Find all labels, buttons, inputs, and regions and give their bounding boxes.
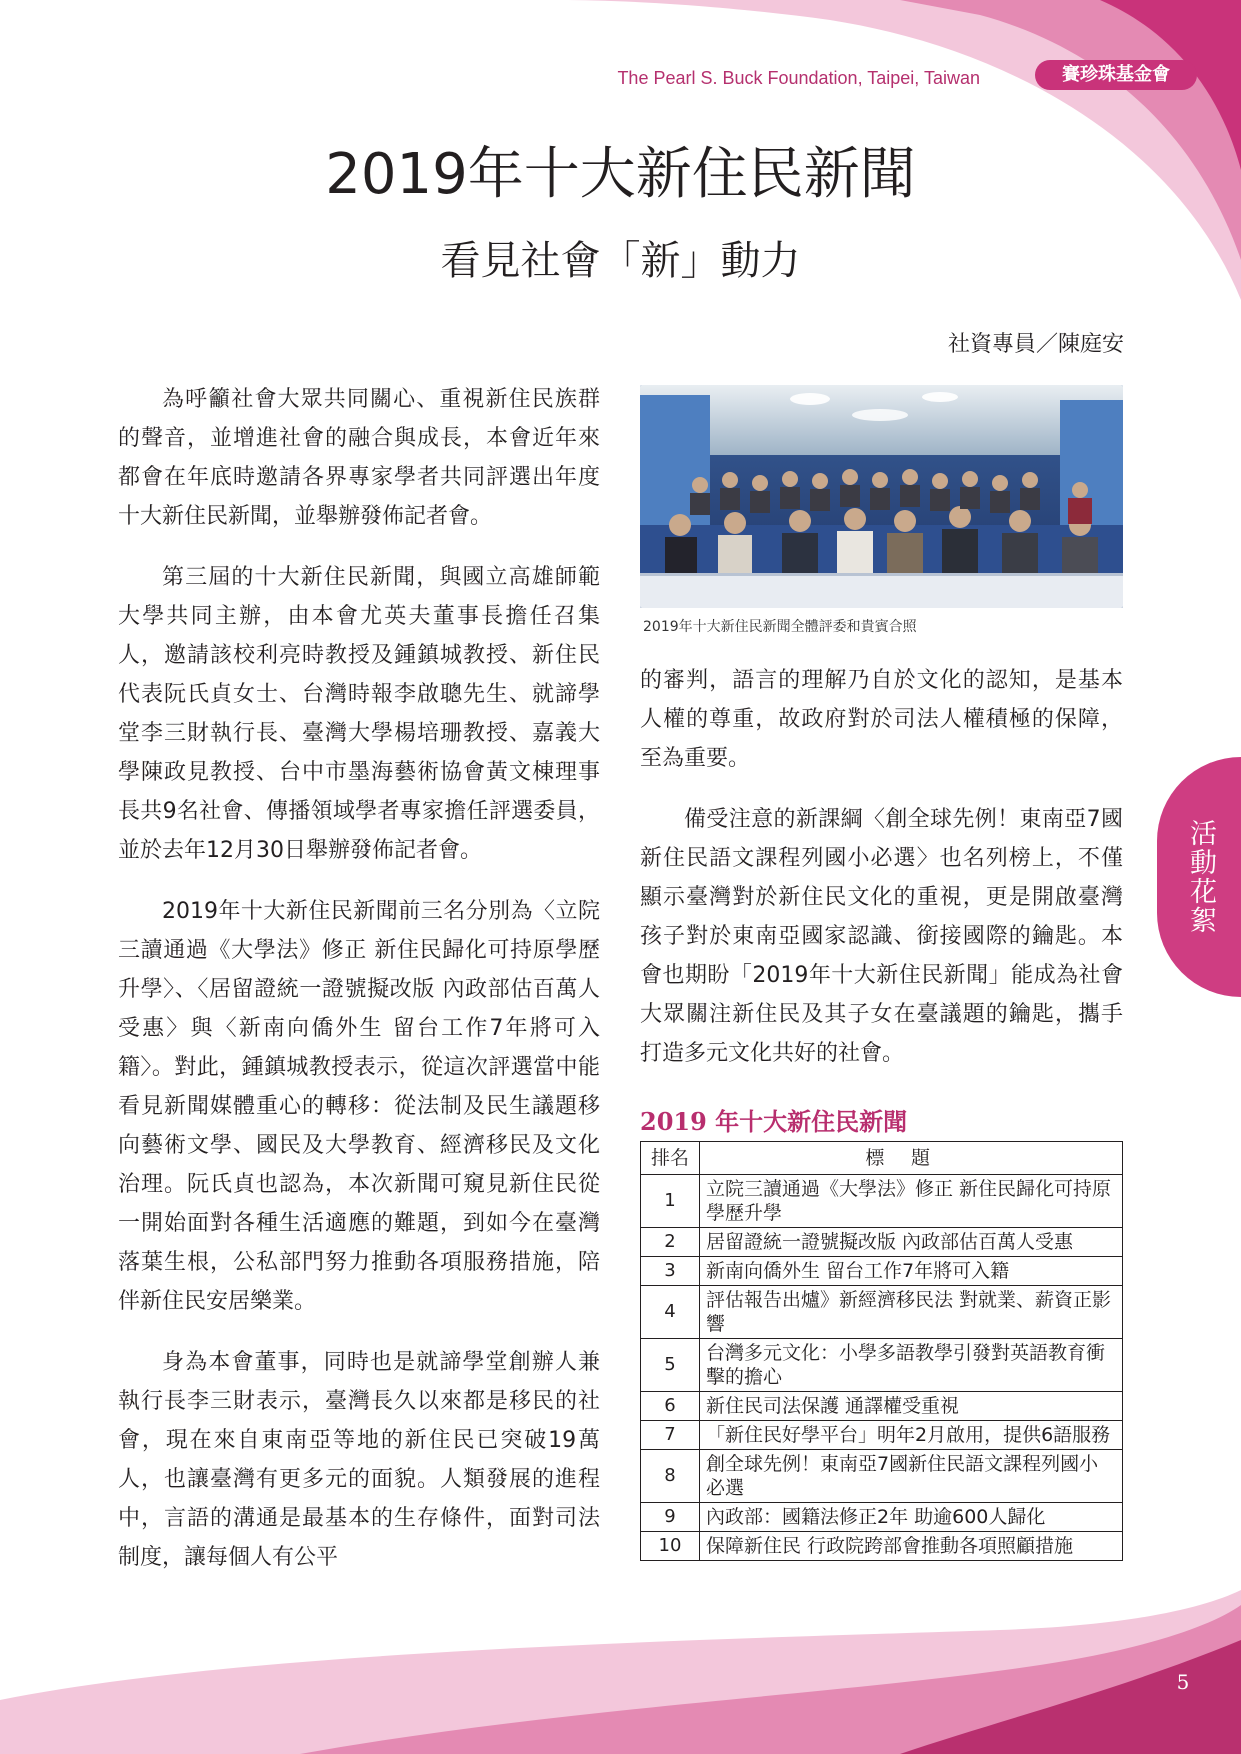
table-row bbox=[641, 1392, 1123, 1421]
rank-cell: 5 bbox=[641, 1339, 700, 1392]
title-cell: 創全球先例！東南亞7國新住民語文課程列國小必選 bbox=[700, 1450, 1123, 1503]
title-cell: 新南向僑外生 留台工作7年將可入籍 bbox=[700, 1257, 1123, 1286]
title-cell: 「新住民好學平台」明年2月啟用，提供6語服務 bbox=[700, 1421, 1123, 1450]
table-row bbox=[641, 1228, 1123, 1257]
table-row bbox=[641, 1532, 1123, 1561]
news-table bbox=[640, 1141, 1123, 1561]
right-column bbox=[640, 661, 1123, 1095]
column-header-title: 標題 bbox=[700, 1142, 1123, 1175]
rank-cell: 10 bbox=[641, 1532, 700, 1561]
paragraph: 備受注意的新課綱〈創全球先例！東南亞7國新住民語文課程列國小必選〉也名列榜上，不僅顯示臺灣對於新住民文化的重視，更是開啟臺灣孩子對於東南亞國家認識、銜接國際的鑰匙。本會也期盼「2019年十大新住民新聞」能成為社會大眾關注新住民及其子女在臺議題的鑰匙，攜手打造多元文化共好的社會。 bbox=[640, 807, 1123, 1066]
table-header-row bbox=[641, 1142, 1123, 1175]
table-row bbox=[641, 1286, 1123, 1339]
article-title: 2019年十大新住民新聞 bbox=[325, 142, 916, 207]
photo-caption: 2019年十大新住民新聞全體評委和貴賓合照 bbox=[643, 619, 917, 635]
article-subtitle: 看見社會「新」動力 bbox=[440, 238, 801, 284]
paragraph: 為呼籲社會大眾共同關心、重視新住民族群的聲音，並增進社會的融合與成長，本會近年來都會在年底時邀請各界專家學者共同評選出年度十大新住民新聞，並舉辦發佈記者會。 bbox=[118, 387, 600, 529]
table-row bbox=[641, 1421, 1123, 1450]
paragraph: 的審判，語言的理解乃自於文化的認知，是基本人權的尊重，故政府對於司法人權積極的保障，至為重要。 bbox=[640, 668, 1123, 771]
rank-cell: 1 bbox=[641, 1175, 700, 1228]
left-column bbox=[118, 380, 600, 1599]
title-cell: 居留證統一證號擬改版 內政部估百萬人受惠 bbox=[700, 1228, 1123, 1257]
title-cell: 新住民司法保護 通譯權受重視 bbox=[700, 1392, 1123, 1421]
title-cell: 台灣多元文化：小學多語教學引發對英語教育衝擊的擔心 bbox=[700, 1339, 1123, 1392]
table-row bbox=[641, 1450, 1123, 1503]
title-cell: 內政部：國籍法修正2年 助逾600人歸化 bbox=[700, 1503, 1123, 1532]
rank-cell: 6 bbox=[641, 1392, 700, 1421]
title-cell: 評估報告出爐》新經濟移民法 對就業、薪資正影響 bbox=[700, 1286, 1123, 1339]
table-row bbox=[641, 1339, 1123, 1392]
rank-cell: 3 bbox=[641, 1257, 700, 1286]
title-cell: 立院三讀通過《大學法》修正 新住民歸化可持原學歷升學 bbox=[700, 1175, 1123, 1228]
column-header-rank: 排名 bbox=[641, 1142, 700, 1175]
header-badge: 賽珍珠基金會 bbox=[1035, 60, 1197, 90]
rank-cell: 2 bbox=[641, 1228, 700, 1257]
rank-cell: 7 bbox=[641, 1421, 700, 1450]
group-photo-illustration bbox=[640, 385, 1123, 608]
title-cell: 保障新住民 行政院跨部會推動各項照顧措施 bbox=[700, 1532, 1123, 1561]
rank-cell: 4 bbox=[641, 1286, 700, 1339]
header-organization: The Pearl S. Buck Foundation, Taipei, Taiwan bbox=[617, 68, 980, 88]
table-row bbox=[641, 1257, 1123, 1286]
paragraph: 第三屆的十大新住民新聞，與國立高雄師範大學共同主辦，由本會尤英夫董事長擔任召集人，邀請該校利亮時教授及鍾鎮城教授、新住民代表阮氏貞女士、台灣時報李啟聰先生、就諦學堂李三財執行長、臺灣大學楊培珊教授、嘉義大學陳政見教授、台中市墨海藝術協會黃文棟理事長共9名社會、傳播領域學者專家擔任評選委員，並於去年12月30日舉辦發佈記者會。 bbox=[118, 565, 600, 863]
rank-cell: 8 bbox=[641, 1450, 700, 1503]
paragraph: 2019年十大新住民新聞前三名分別為〈立院三讀通過《大學法》修正 新住民歸化可持原學歷升學〉、〈居留證統一證號擬改版 內政部估百萬人受惠〉與〈新南向僑外生 留台工作7年將可入籍〉。對此，鍾鎮城教授表示，從這次評選當中能看見新聞媒體重心的轉移：從法制及民生議題移向藝術文學、國民及大學教育、經濟移民及文化治理。阮氏貞也認為，本次新聞可窺見新住民從一開始面對各種生活適應的難題，到如今在臺灣落葉生根，公私部門努力推動各項服務措施，陪伴新住民安居樂業。 bbox=[118, 899, 600, 1314]
paragraph: 身為本會董事，同時也是就諦學堂創辦人兼執行長李三財表示，臺灣長久以來都是移民的社會，現在來自東南亞等地的新住民已突破19萬人，也讓臺灣有更多元的面貌。人類發展的進程中，言語的溝通是最基本的生存條件，面對司法制度，讓每個人有公平 bbox=[118, 1350, 600, 1570]
table-row bbox=[641, 1503, 1123, 1532]
article-byline: 社資專員／陳庭安 bbox=[947, 332, 1124, 357]
news-table-title: 2019 年十大新住民新聞 bbox=[640, 1107, 908, 1136]
table-row bbox=[641, 1175, 1123, 1228]
rank-cell: 9 bbox=[641, 1503, 700, 1532]
group-photo bbox=[640, 385, 1123, 608]
section-tab-label: 活動花絮 bbox=[1185, 819, 1216, 935]
page-number: 5 bbox=[1176, 1670, 1190, 1694]
